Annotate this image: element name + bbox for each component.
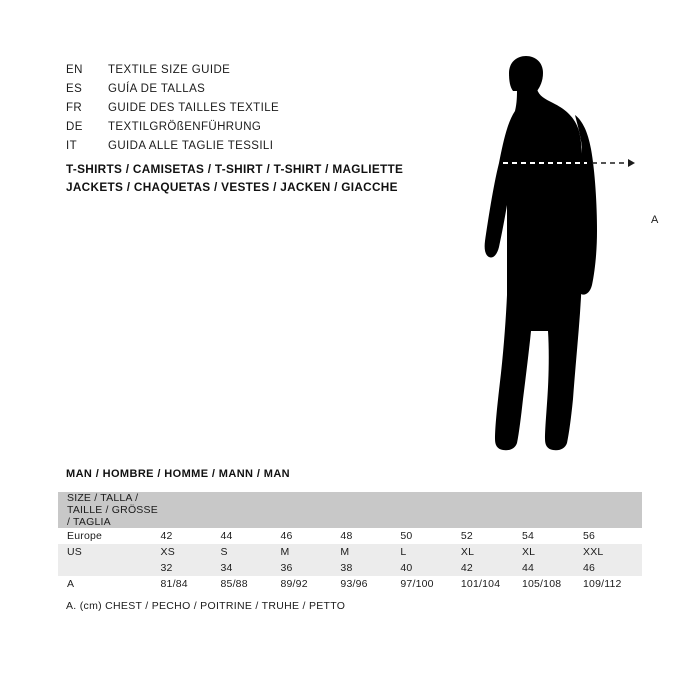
row-cell: 36 [278, 560, 338, 576]
language-text: GUIDA ALLE TAGLIE TESSILI [108, 140, 274, 152]
table-row [58, 544, 642, 560]
man-silhouette-icon [455, 55, 665, 455]
row-cell: 42 [159, 528, 219, 544]
row-cell: 105/108 [520, 576, 581, 592]
row-cell: 48 [338, 528, 398, 544]
row-cell: 81/84 [159, 576, 219, 592]
table-header-cell [338, 492, 398, 528]
table-header-cell [398, 492, 459, 528]
category-tshirts: T-SHIRTS / CAMISETAS / T-SHIRT / T-SHIRT / MAGLIETTE [66, 162, 404, 176]
table-header-label: SIZE / TALLA / TAILLE / GRÖSSE / TAGLIA [58, 492, 159, 528]
language-row-es [66, 83, 466, 102]
size-table [58, 492, 642, 592]
table-header-cell [278, 492, 338, 528]
row-label [58, 560, 159, 576]
language-text: GUIDE DES TAILLES TEXTILE [108, 102, 280, 114]
row-cell: 52 [459, 528, 520, 544]
row-cell: 54 [520, 528, 581, 544]
row-cell: 46 [278, 528, 338, 544]
row-cell: 89/92 [278, 576, 338, 592]
table-header-cell [520, 492, 581, 528]
row-cell: 93/96 [338, 576, 398, 592]
row-label: A [58, 576, 159, 592]
language-text: TEXTILGRÖßENFÜHRUNG [108, 121, 262, 133]
table-row [58, 576, 642, 592]
row-cell: XS [159, 544, 219, 560]
row-cell: 34 [218, 560, 278, 576]
language-code: DE [66, 121, 83, 133]
category-jackets: JACKETS / CHAQUETAS / VESTES / JACKEN / GIACCHE [66, 180, 398, 194]
row-cell: XXL [581, 544, 642, 560]
language-code: IT [66, 140, 78, 152]
table-title: MAN / HOMBRE / HOMME / MANN / MAN [66, 468, 291, 480]
figure-illustration [455, 55, 665, 455]
row-cell: 42 [459, 560, 520, 576]
row-cell: XL [459, 544, 520, 560]
arrow-head-icon [628, 159, 635, 167]
row-cell: 109/112 [581, 576, 642, 592]
row-cell: 101/104 [459, 576, 520, 592]
language-list [66, 64, 466, 159]
row-cell: 97/100 [398, 576, 459, 592]
table-header-row [58, 492, 642, 528]
row-label: Europe [58, 528, 159, 544]
row-cell: M [278, 544, 338, 560]
language-row-de [66, 121, 466, 140]
row-label: US [58, 544, 159, 560]
row-cell: 38 [338, 560, 398, 576]
table-header-cell [581, 492, 642, 528]
language-row-en [66, 64, 466, 83]
measure-label-a: A [651, 214, 659, 226]
row-cell: 44 [520, 560, 581, 576]
row-cell: 46 [581, 560, 642, 576]
language-text: GUÍA DE TALLAS [108, 83, 206, 95]
row-cell: 32 [159, 560, 219, 576]
table-header-cell [159, 492, 219, 528]
footnote-chest: A. (cm) CHEST / PECHO / POITRINE / TRUHE / PETTO [66, 600, 346, 612]
row-cell: M [338, 544, 398, 560]
language-row-fr [66, 102, 466, 121]
table-header-cell [459, 492, 520, 528]
language-text: TEXTILE SIZE GUIDE [108, 64, 231, 76]
row-cell: 50 [398, 528, 459, 544]
language-code: FR [66, 102, 83, 114]
row-cell: L [398, 544, 459, 560]
row-cell: XL [520, 544, 581, 560]
table-row [58, 528, 642, 544]
garment-categories [66, 160, 486, 196]
table-row [58, 560, 642, 576]
row-cell: 44 [218, 528, 278, 544]
row-cell: 40 [398, 560, 459, 576]
language-row-it [66, 140, 466, 159]
row-cell: 56 [581, 528, 642, 544]
row-cell: S [218, 544, 278, 560]
row-cell: 85/88 [218, 576, 278, 592]
language-code: ES [66, 83, 83, 95]
language-code: EN [66, 64, 83, 76]
table-header-cell [218, 492, 278, 528]
